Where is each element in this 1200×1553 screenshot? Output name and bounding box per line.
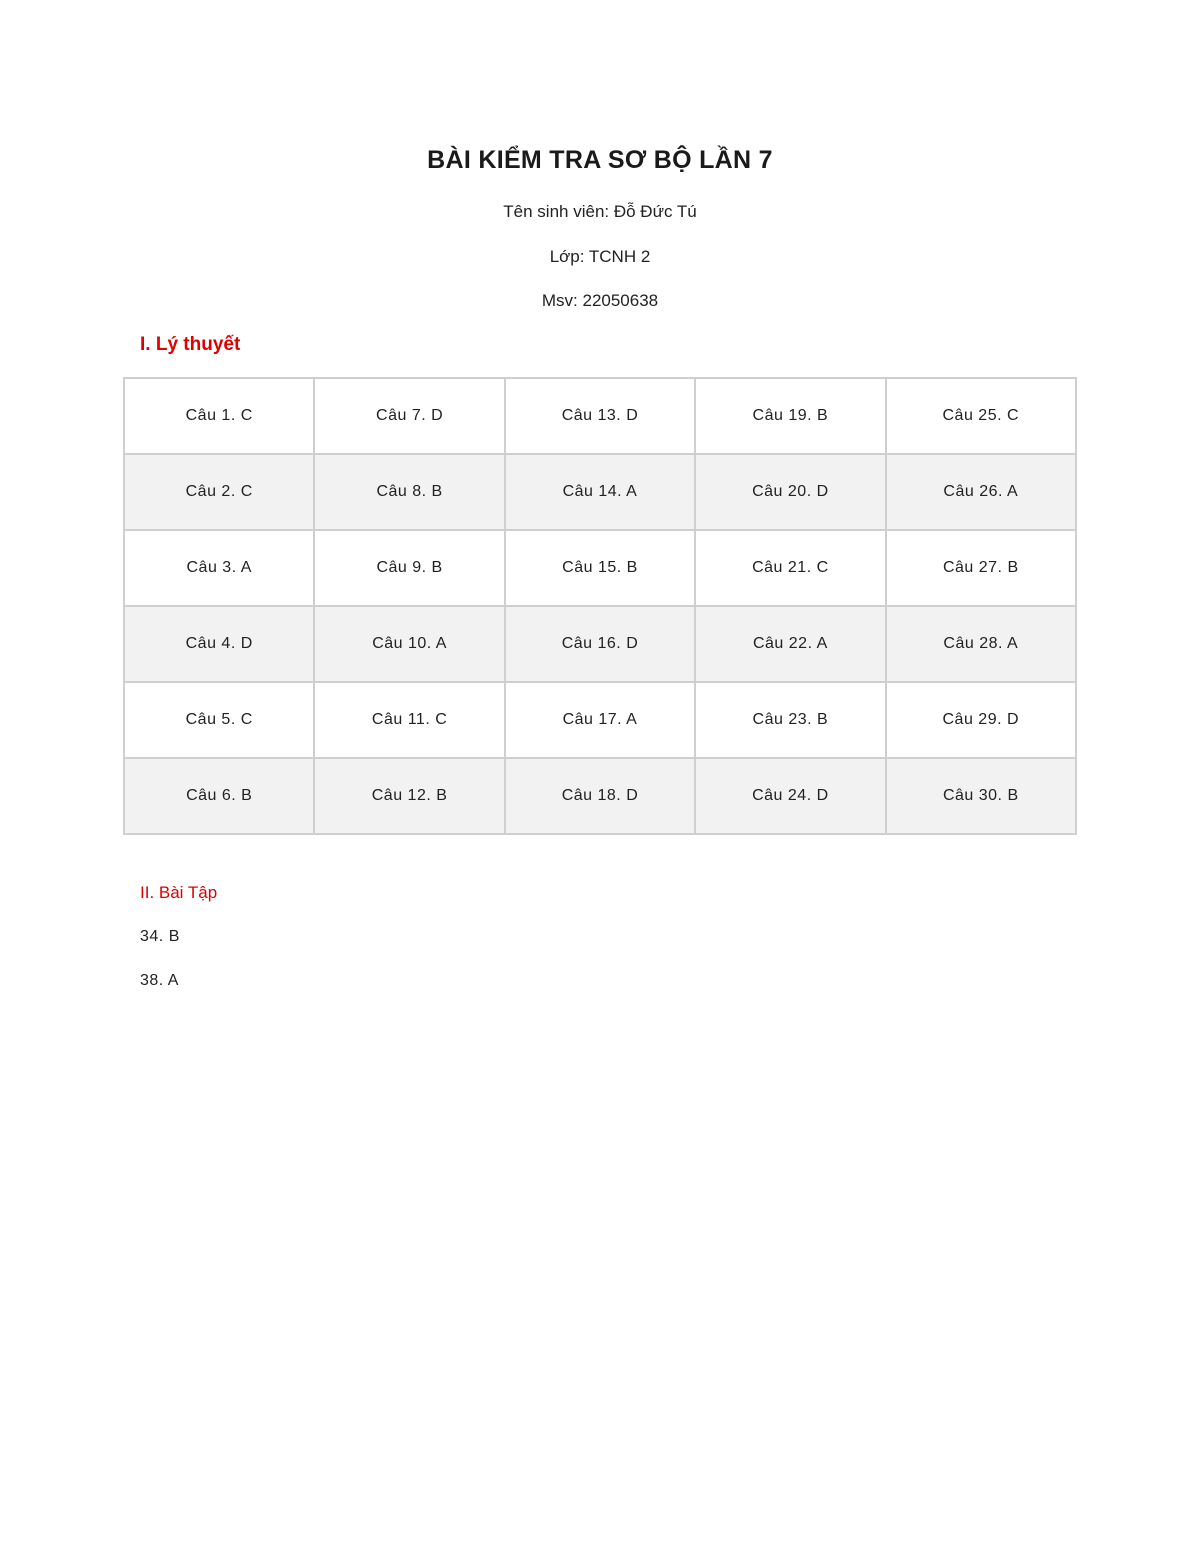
table-cell: Câu 16. D bbox=[505, 606, 695, 682]
table-row bbox=[124, 682, 1076, 758]
table-row bbox=[124, 606, 1076, 682]
table-cell: Câu 15. B bbox=[505, 530, 695, 606]
table-row bbox=[124, 454, 1076, 530]
table-cell: Câu 12. B bbox=[314, 758, 504, 834]
table-cell: Câu 24. D bbox=[695, 758, 885, 834]
table-cell: Câu 27. B bbox=[886, 530, 1076, 606]
table-cell: Câu 10. A bbox=[314, 606, 504, 682]
table-row bbox=[124, 758, 1076, 834]
table-cell: Câu 20. D bbox=[695, 454, 885, 530]
table-cell: Câu 19. B bbox=[695, 378, 885, 454]
table-cell: Câu 25. C bbox=[886, 378, 1076, 454]
table-cell: Câu 11. C bbox=[314, 682, 504, 758]
table-cell: Câu 26. A bbox=[886, 454, 1076, 530]
exercise-answer: 38. A bbox=[140, 972, 179, 989]
table-cell: Câu 3. A bbox=[124, 530, 314, 606]
student-name-label: Tên sinh viên: bbox=[503, 202, 614, 221]
table-cell: Câu 30. B bbox=[886, 758, 1076, 834]
table-cell: Câu 2. C bbox=[124, 454, 314, 530]
table-cell: Câu 29. D bbox=[886, 682, 1076, 758]
msv-line bbox=[0, 291, 1200, 311]
table-cell: Câu 22. A bbox=[695, 606, 885, 682]
table-cell: Câu 21. C bbox=[695, 530, 885, 606]
student-name-line bbox=[0, 202, 1200, 222]
table-cell: Câu 1. C bbox=[124, 378, 314, 454]
table-row bbox=[124, 378, 1076, 454]
table-cell: Câu 6. B bbox=[124, 758, 314, 834]
class-label: Lớp: bbox=[549, 247, 589, 266]
table-cell: Câu 5. C bbox=[124, 682, 314, 758]
class-line bbox=[0, 247, 1200, 267]
table-cell: Câu 4. D bbox=[124, 606, 314, 682]
table-cell: Câu 9. B bbox=[314, 530, 504, 606]
msv-value: 22050638 bbox=[582, 291, 659, 310]
msv-label: Msv: bbox=[541, 291, 583, 310]
table-cell: Câu 7. D bbox=[314, 378, 504, 454]
document-title: BÀI KIỂM TRA SƠ BỘ LẦN 7 bbox=[427, 146, 773, 174]
table-cell: Câu 28. A bbox=[886, 606, 1076, 682]
answer-table bbox=[123, 377, 1077, 835]
table-cell: Câu 23. B bbox=[695, 682, 885, 758]
exercise-answer: 34. B bbox=[140, 928, 180, 945]
table-row bbox=[124, 530, 1076, 606]
table-cell: Câu 8. B bbox=[314, 454, 504, 530]
table-cell: Câu 14. A bbox=[505, 454, 695, 530]
student-name-value: Đỗ Đức Tú bbox=[613, 202, 697, 221]
table-cell: Câu 13. D bbox=[505, 378, 695, 454]
class-value: TCNH 2 bbox=[588, 247, 651, 266]
exercises-heading: II. Bài Tập bbox=[140, 883, 218, 902]
theory-heading: I. Lý thuyết bbox=[140, 334, 241, 355]
table-cell: Câu 17. A bbox=[505, 682, 695, 758]
table-cell: Câu 18. D bbox=[505, 758, 695, 834]
